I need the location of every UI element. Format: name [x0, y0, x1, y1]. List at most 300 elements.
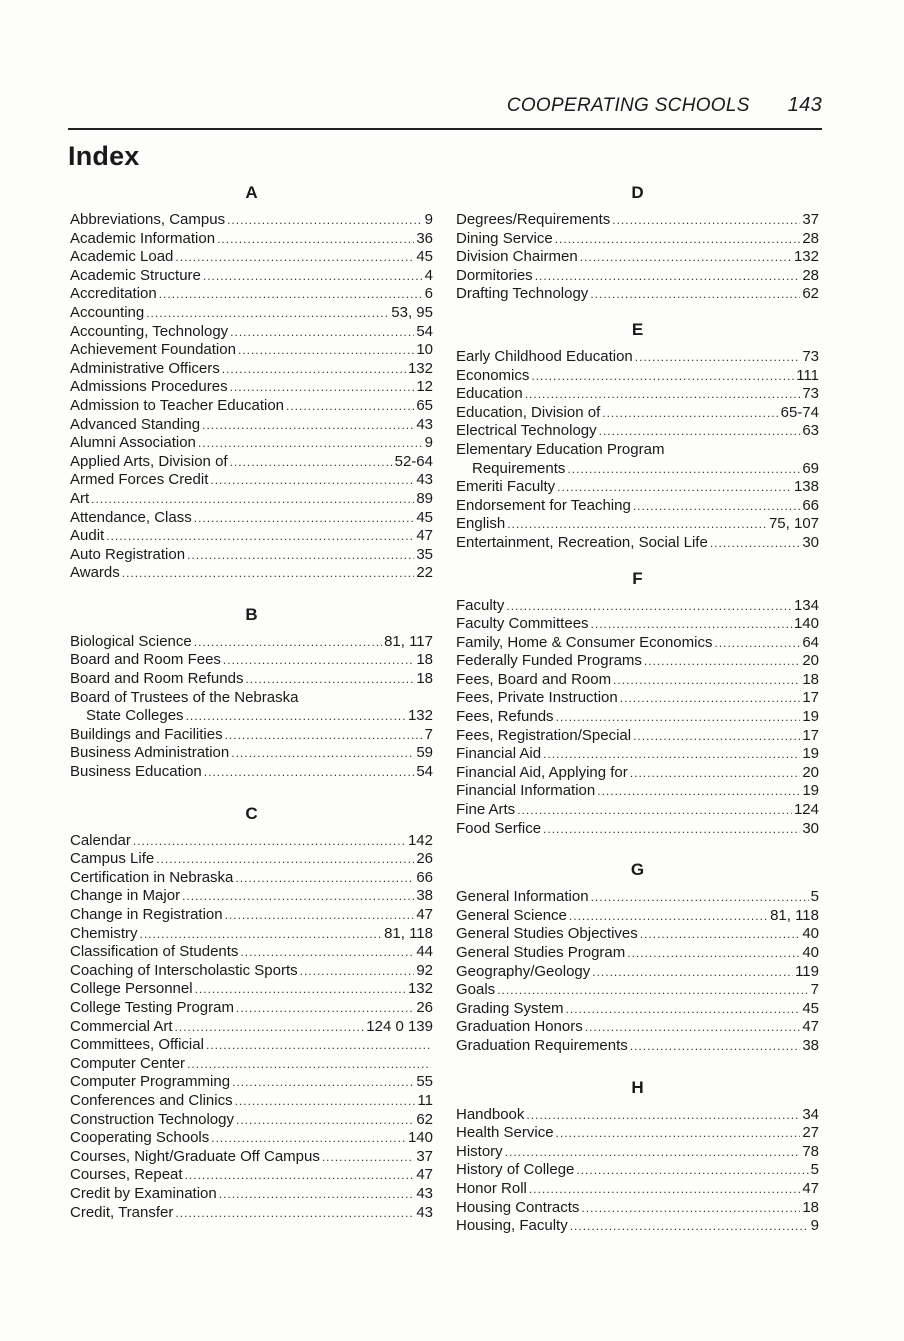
index-entry: [456, 404, 819, 423]
entry-page: 47: [802, 1179, 819, 1197]
index-entry: [456, 348, 819, 367]
entry-term: General Information: [456, 888, 589, 906]
entry-page: 38: [416, 887, 433, 905]
leader-dots: [203, 267, 423, 286]
leader-dots: [526, 1106, 800, 1125]
entry-page: 81, 117: [384, 632, 433, 650]
entry-page: 43: [416, 1203, 433, 1221]
index-entry: [456, 727, 819, 746]
entry-page: 9: [424, 434, 433, 452]
index-entry: [456, 422, 819, 441]
entry-term: Faculty Committees: [456, 615, 589, 633]
index-entry: [70, 1166, 433, 1185]
entry-page: 111: [796, 366, 819, 384]
index-entry: [456, 801, 819, 820]
entry-term: Dining Service: [456, 229, 553, 247]
index-entry: [456, 285, 819, 304]
index-entry: [70, 509, 433, 528]
leader-dots: [182, 887, 414, 906]
entry-term: Awards: [70, 564, 120, 582]
entry-page: 89: [416, 489, 433, 507]
section-letter: F: [632, 568, 643, 588]
leader-dots: [612, 211, 800, 230]
entry-term: Cooperating Schools: [70, 1129, 210, 1147]
entry-term: Emeriti Faculty: [456, 478, 556, 496]
entry-term: Change in Major: [70, 887, 181, 905]
leader-dots: [599, 422, 801, 441]
entry-term: College Testing Program: [70, 998, 234, 1016]
leader-dots: [211, 1129, 406, 1148]
entry-page: 63: [802, 422, 819, 440]
entry-page: 37: [416, 1147, 433, 1165]
entry-page: 66: [416, 868, 433, 886]
entry-term: Administrative Officers: [70, 359, 220, 377]
leader-dots: [236, 999, 414, 1018]
entry-term: Commercial Art: [70, 1017, 173, 1035]
entry-page: 17: [802, 689, 819, 707]
index-column-right: [456, 181, 819, 1236]
entry-term: Committees, Official: [70, 1036, 204, 1054]
index-entry: [70, 471, 433, 490]
entry-page: 19: [802, 782, 819, 800]
entry-term: Achievement Foundation: [70, 341, 236, 359]
index-entry: [456, 634, 819, 653]
index-entry: [70, 285, 433, 304]
leader-dots: [597, 782, 800, 801]
entry-term: Dormitories: [456, 266, 533, 284]
index-section-f: [456, 567, 819, 839]
leader-dots: [245, 670, 414, 689]
entry-page: 124 0 139: [366, 1017, 433, 1035]
entry-term: Board and Room Refunds: [70, 670, 244, 688]
leader-dots: [238, 341, 414, 360]
index-entry: [70, 869, 433, 888]
entry-term: Admissions Procedures: [70, 378, 228, 396]
index-entry: [70, 925, 433, 944]
leader-dots: [529, 1180, 800, 1199]
leader-dots: [613, 671, 800, 690]
entry-page: 65-74: [780, 403, 819, 421]
entry-term: Courses, Repeat: [70, 1166, 183, 1184]
leader-dots: [591, 888, 809, 907]
entry-term: Health Service: [456, 1124, 554, 1142]
entry-term: Credit by Examination: [70, 1184, 217, 1202]
leader-dots: [640, 925, 801, 944]
entry-page: 36: [416, 229, 433, 247]
entry-term: Fees, Board and Room: [456, 670, 612, 688]
index-entry: [70, 360, 433, 379]
entry-page: 4: [424, 266, 433, 284]
entry-page: 43: [416, 471, 433, 489]
entry-term: Coaching of Interscholastic Sports: [70, 961, 298, 979]
leader-dots: [581, 1199, 800, 1218]
entry-page: 69: [802, 459, 819, 477]
entry-term: Education, Division of: [456, 403, 601, 421]
index-entry: [70, 906, 433, 925]
index-entry: [70, 744, 433, 763]
leader-dots: [635, 348, 801, 367]
leader-dots: [195, 980, 406, 999]
index-entry: [456, 1199, 819, 1218]
leader-dots: [543, 745, 800, 764]
entry-page: 54: [416, 763, 433, 781]
entry-term: Computer Programming: [70, 1073, 231, 1091]
index-entry: [456, 671, 819, 690]
index-entry: [70, 564, 433, 583]
entry-term: Auto Registration: [70, 545, 186, 563]
entry-page: 28: [802, 266, 819, 284]
entry-term: Business Administration: [70, 744, 230, 762]
index-entry: [456, 230, 819, 249]
index-entry: [70, 490, 433, 509]
leader-dots: [185, 1166, 415, 1185]
leader-dots: [140, 925, 383, 944]
leader-dots: [570, 1217, 809, 1236]
entry-term: Financial Aid: [456, 745, 542, 763]
entry-page: 17: [802, 726, 819, 744]
index-entry: [456, 211, 819, 230]
index-entry: [70, 633, 433, 652]
leader-dots: [585, 1018, 801, 1037]
leader-dots: [175, 248, 414, 267]
entry-page: 20: [802, 763, 819, 781]
leader-dots: [602, 404, 778, 423]
index-entry: [456, 515, 819, 534]
leader-dots: [505, 1143, 801, 1162]
leader-dots: [230, 323, 414, 342]
leader-dots: [235, 1092, 416, 1111]
entry-page: 19: [802, 745, 819, 763]
entry-term: Campus Life: [70, 850, 155, 868]
entry-term: Certification in Nebraska: [70, 868, 234, 886]
index-entry: [70, 1092, 433, 1111]
entry-term: Biological Science: [70, 632, 192, 650]
index-entry: [456, 652, 819, 671]
entry-term: Board of Trustees of the Nebraska: [70, 688, 299, 706]
index-entry: [70, 304, 433, 323]
index-section-h: [456, 1076, 819, 1236]
index-entry: [456, 615, 819, 634]
entry-page: 54: [416, 322, 433, 340]
section-gap: [70, 583, 433, 603]
index-entry: [70, 323, 433, 342]
entry-page: 40: [802, 925, 819, 943]
index-section-d: [456, 181, 819, 304]
entry-page: 45: [416, 248, 433, 266]
section-letter: H: [631, 1077, 644, 1097]
leader-dots: [231, 744, 414, 763]
entry-page: 9: [424, 211, 433, 228]
index-entry: [70, 670, 433, 689]
section-letter: D: [631, 183, 644, 202]
entry-term: History: [456, 1142, 503, 1160]
index-entry: [456, 1037, 819, 1056]
leader-dots: [590, 285, 800, 304]
leader-dots: [710, 534, 801, 553]
leader-dots: [235, 869, 414, 888]
section-gap: [70, 782, 433, 802]
entry-term: Education: [456, 385, 523, 403]
index-entry: [456, 534, 819, 553]
entry-page: 43: [416, 415, 433, 433]
entry-term: Construction Technology: [70, 1110, 234, 1128]
entry-term: English: [456, 515, 506, 533]
leader-dots: [507, 515, 767, 534]
entry-page: 12: [416, 378, 433, 396]
entry-term: Credit, Transfer: [70, 1203, 174, 1221]
leader-dots: [217, 230, 414, 249]
entry-page: 81, 118: [770, 906, 819, 924]
entry-page: 9: [810, 1217, 819, 1235]
entry-page: 53, 95: [391, 303, 433, 321]
index-entry: [70, 999, 433, 1018]
leader-dots: [620, 689, 801, 708]
entry-term: Calendar: [70, 831, 131, 849]
entry-page: 27: [802, 1124, 819, 1142]
leader-dots: [576, 1161, 808, 1180]
page-number: 143: [787, 94, 822, 116]
entry-page: 47: [416, 906, 433, 923]
entry-page: 132: [407, 359, 433, 377]
entry-term: Elementary Education Program: [456, 440, 665, 458]
entry-page: 7: [424, 725, 433, 743]
entry-page: 45: [802, 999, 819, 1017]
entry-term: Academic Information: [70, 229, 216, 247]
entry-term: Abbreviations, Campus: [70, 211, 226, 228]
entry-page: 35: [416, 545, 433, 563]
entry-page: 22: [416, 564, 433, 582]
index-entry: [456, 1143, 819, 1162]
entry-term: Business Education: [70, 763, 202, 781]
leader-dots: [106, 527, 414, 546]
section-letter: C: [245, 803, 258, 823]
index-entry: [456, 460, 819, 479]
entry-page: 18: [416, 651, 433, 669]
entry-page: 64: [802, 633, 819, 651]
leader-dots: [714, 634, 800, 653]
index-entry: [70, 1055, 433, 1074]
entry-page: 47: [802, 1018, 819, 1036]
leader-dots: [159, 285, 423, 304]
entry-term: Academic Load: [70, 248, 174, 266]
index-entry: [456, 708, 819, 727]
entry-term: Housing Contracts: [456, 1198, 580, 1216]
index-entry: [70, 434, 433, 453]
leader-dots: [146, 304, 389, 323]
leader-dots: [198, 434, 423, 453]
entry-term: Fees, Private Instruction: [456, 689, 618, 707]
leader-dots: [225, 906, 415, 925]
index-entry: [456, 597, 819, 616]
index-entry: [70, 980, 433, 999]
entry-page: 11: [417, 1091, 433, 1109]
leader-dots: [187, 546, 414, 565]
leader-dots: [592, 963, 793, 982]
leader-dots: [206, 1036, 431, 1055]
entry-page: 47: [416, 527, 433, 545]
entry-page: 66: [802, 496, 819, 514]
index-entry: [456, 1217, 819, 1236]
page-title: Index: [68, 141, 140, 171]
leader-dots: [630, 1037, 801, 1056]
index-entry: [70, 832, 433, 851]
leader-dots: [517, 801, 792, 820]
entry-term: Admission to Teacher Education: [70, 396, 285, 414]
entry-page: 40: [802, 944, 819, 961]
index-entry: [70, 850, 433, 869]
entry-term: Geography/Geology: [456, 962, 591, 980]
leader-dots: [627, 944, 800, 963]
entry-term: Alumni Association: [70, 434, 196, 452]
entry-term: College Personnel: [70, 980, 193, 998]
entry-page: 5: [810, 888, 819, 906]
entry-page: 30: [802, 819, 819, 837]
entry-term: Change in Registration: [70, 906, 223, 923]
entry-term: Endorsement for Teaching: [456, 496, 631, 514]
index-column-left: [70, 181, 433, 1222]
index-entry: [70, 416, 433, 435]
leader-dots: [156, 850, 414, 869]
entry-term: Attendance, Class: [70, 508, 192, 526]
index-entry: [70, 887, 433, 906]
entry-page: 38: [802, 1036, 819, 1054]
leader-dots: [223, 651, 414, 670]
entry-page: 10: [416, 341, 433, 359]
index-entry: [456, 745, 819, 764]
entry-term: Graduation Honors: [456, 1018, 583, 1036]
entry-term: Early Childhood Education: [456, 347, 633, 365]
index-entry: [456, 888, 819, 907]
leader-dots: [555, 230, 801, 249]
index-entry: [70, 763, 433, 782]
index-entry: [456, 907, 819, 926]
index-entry: [70, 341, 433, 360]
entry-term: Computer Center: [70, 1054, 186, 1072]
leader-dots: [175, 1018, 365, 1037]
entry-page: 7: [810, 981, 819, 999]
leader-dots: [644, 652, 800, 671]
entry-page: 44: [416, 943, 433, 961]
entry-term: Family, Home & Consumer Economics: [456, 633, 713, 651]
index-entry: [456, 248, 819, 267]
leader-dots: [186, 707, 406, 726]
index-entry: [70, 1185, 433, 1204]
entry-term: Handbook: [456, 1105, 525, 1123]
entry-page: 73: [802, 385, 819, 403]
leader-dots: [630, 764, 801, 783]
index-entry: [70, 943, 433, 962]
entry-term: General Studies Objectives: [456, 925, 638, 943]
leader-dots: [633, 497, 800, 516]
leader-dots: [236, 1111, 414, 1130]
leader-dots: [222, 360, 406, 379]
entry-term: Courses, Night/Graduate Off Campus: [70, 1147, 320, 1165]
entry-page: 34: [802, 1105, 819, 1123]
leader-dots: [286, 397, 414, 416]
entry-term: Graduation Requirements: [456, 1036, 628, 1054]
leader-dots: [133, 832, 406, 851]
index-entry: [70, 397, 433, 416]
entry-term: Fine Arts: [456, 801, 516, 819]
index-entry: [70, 378, 433, 397]
entry-page: 124: [793, 801, 819, 819]
entry-page: 47: [416, 1166, 433, 1184]
section-gap: [456, 553, 819, 567]
index-entry: [456, 1161, 819, 1180]
index-entry: [456, 764, 819, 783]
entry-term: Food Serfice: [456, 819, 542, 837]
section-gap: [456, 1056, 819, 1076]
leader-dots: [556, 1124, 801, 1143]
entry-page: 75, 107: [768, 515, 819, 533]
index-entry: [456, 689, 819, 708]
leader-dots: [122, 564, 415, 583]
entry-page: 5: [810, 1161, 819, 1179]
entry-term: Accounting, Technology: [70, 322, 229, 340]
entry-term: Degrees/Requirements: [456, 211, 611, 228]
entry-page: 19: [802, 708, 819, 726]
entry-term: Faculty: [456, 596, 505, 614]
index-entry: [456, 944, 819, 963]
leader-dots: [194, 509, 415, 528]
index-entry: [456, 925, 819, 944]
entry-term: Federally Funded Programs: [456, 652, 642, 670]
leader-dots: [506, 597, 792, 616]
index-entry: [456, 820, 819, 839]
header-rule: [68, 128, 822, 130]
entry-term: Drafting Technology: [456, 285, 589, 303]
section-letter: E: [631, 319, 644, 339]
entry-page: 52-64: [394, 452, 433, 470]
entry-page: 55: [416, 1073, 433, 1091]
leader-dots: [204, 763, 415, 782]
leader-dots: [567, 460, 800, 479]
index-entry: [70, 689, 433, 708]
entry-term: General Studies Program: [456, 944, 626, 961]
section-letter: B: [245, 604, 258, 624]
entry-page: 59: [416, 744, 433, 762]
index-entry: [70, 267, 433, 286]
entry-term: General Science: [456, 906, 567, 924]
running-head-title: COOPERATING SCHOOLS: [506, 95, 750, 116]
entry-page: 138: [793, 478, 819, 496]
leader-dots: [91, 490, 414, 509]
entry-term: Entertainment, Recreation, Social Life: [456, 533, 708, 551]
index-entry: [456, 267, 819, 286]
leader-dots: [525, 385, 801, 404]
leader-dots: [175, 1204, 414, 1223]
index-entry: [456, 1180, 819, 1199]
entry-page: 20: [802, 652, 819, 670]
entry-term: Conferences and Clinics: [70, 1091, 233, 1109]
section-letter: G: [630, 860, 645, 880]
entry-page: 140: [407, 1129, 433, 1147]
index-entry: [70, 453, 433, 472]
leader-dots: [556, 708, 801, 727]
index-entry: [70, 527, 433, 546]
leader-dots: [535, 267, 801, 286]
entry-page: 73: [802, 347, 819, 365]
entry-term: State Colleges: [86, 707, 184, 725]
entry-page: 140: [793, 615, 819, 633]
index-entry: [70, 1018, 433, 1037]
entry-page: 65: [416, 396, 433, 414]
entry-page: 18: [416, 670, 433, 688]
leader-dots: [219, 1185, 415, 1204]
leader-dots: [322, 1148, 414, 1167]
index-entry: [70, 211, 433, 230]
entry-term: Grading System: [456, 999, 564, 1017]
